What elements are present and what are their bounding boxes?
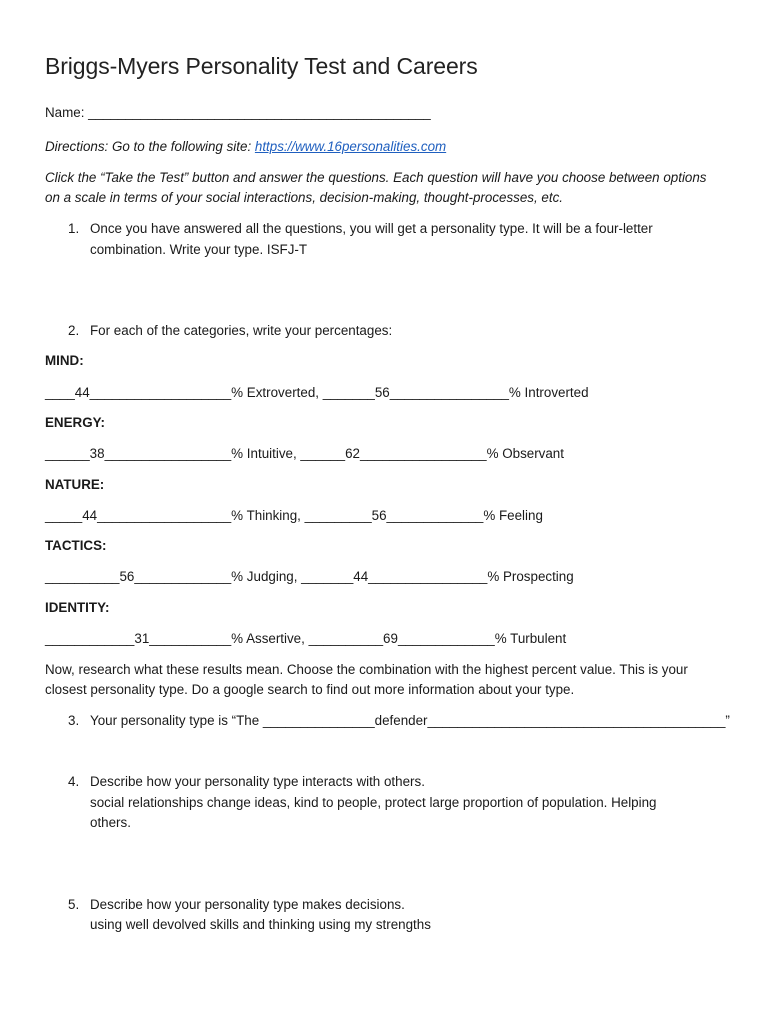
q2-number: 2. (68, 323, 80, 338)
q5-answer: using well devolved skills and thinking using my strengths (90, 917, 431, 932)
q1-line-1: Once you have answered all the questions, you will get a personality type. It will be a four-letter (90, 221, 653, 236)
q1-line-2: combination. Write your type. ISFJ-T (90, 242, 308, 257)
q4-answer-line-1: social relationships change ideas, kind to people, protect large proportion of population. Helping (90, 795, 657, 810)
directions-line (45, 138, 446, 156)
q5-prompt: Describe how your personality type makes decisions. (90, 897, 405, 912)
mind-percentages: ____44___________________% Extroverted, _______56________________% Introverted (45, 385, 589, 400)
energy-heading: ENERGY: (45, 415, 106, 430)
tactics-heading: TACTICS: (45, 538, 107, 553)
identity-heading: IDENTITY: (45, 600, 110, 615)
q1-number: 1. (68, 221, 80, 236)
site-link[interactable]: https://www.16personalities.com (254, 139, 447, 154)
q4-answer-line-2: others. (90, 815, 131, 830)
q4-prompt: Describe how your personality type interacts with others. (90, 774, 425, 789)
q3-number: 3. (68, 713, 80, 728)
q2-text: For each of the categories, write your percentages: (90, 323, 393, 338)
intro-line-2: on a scale in terms of your social interactions, decision-making, thought-processes, etc. (45, 190, 564, 205)
identity-percentages: ____________31___________% Assertive, __________69_____________% Turbulent (45, 631, 567, 646)
nature-percentages: _____44__________________% Thinking, _________56_____________% Feeling (45, 508, 543, 523)
mind-heading: MIND: (45, 353, 84, 368)
tactics-percentages: __________56_____________% Judging, _______44________________% Prospecting (45, 569, 574, 584)
intro-line-1: Click the “Take the Test” button and answer the questions. Each question will have you choose between options (45, 170, 707, 185)
q5-number: 5. (68, 897, 80, 912)
q4-number: 4. (68, 774, 80, 789)
directions-text: Directions: Go to the following site: (45, 139, 255, 154)
q3-text: Your personality type is “The _______________defender________________________________________” (90, 713, 730, 728)
page-title: Briggs-Myers Personality Test and Careers (45, 53, 478, 79)
name-line: Name: ______________________________________________ (45, 105, 431, 120)
research-line-1: Now, research what these results mean. Choose the combination with the highest percent value. This is your (45, 662, 688, 677)
energy-percentages: ______38_________________% Intuitive, ______62_________________% Observant (45, 446, 564, 461)
research-line-2: closest personality type. Do a google search to find out more information about your type. (45, 682, 575, 697)
nature-heading: NATURE: (45, 477, 105, 492)
